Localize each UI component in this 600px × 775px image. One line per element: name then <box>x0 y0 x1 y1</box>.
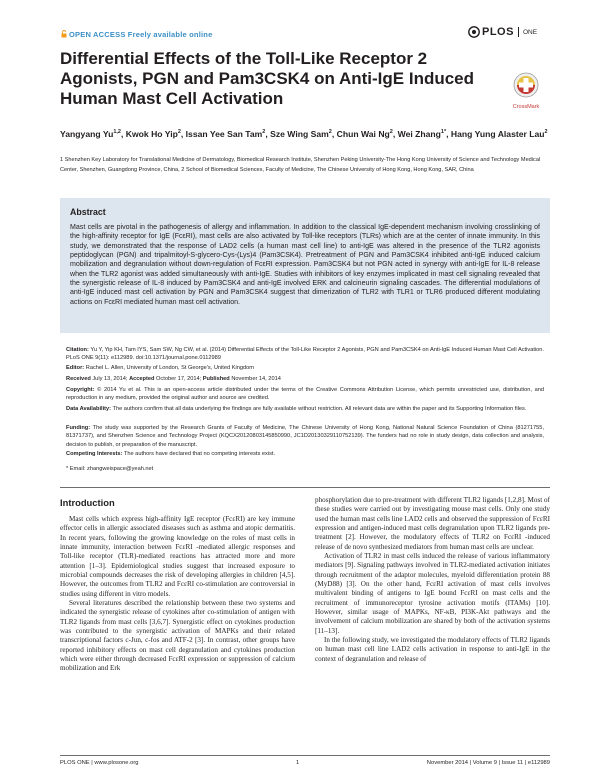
author-name: Yangyang Yu$^{1,2}$ <box>60 128 121 139</box>
author-affiliation-marker: 2 <box>389 129 393 135</box>
journal-logo <box>468 25 548 39</box>
paragraph: Activation of TLR2 in mast cells induced the release of various inflammatory mediators [9]. Signaling pathways involved in TLR2-mediated activation initiates through recruitment of the adaptor molecules, myeloid differentiation protein 88 (MyD88) [3]. On the other hand, FcεRI activation of mast cells involves multivalent binding of antigens to IgE bound FcεRI on mast cells and the recruitment of immunoreceptor tyrosine activation motifs (ITAMs) [10]. However, similar usage of MAPKs, NF-κB, PI3K-Akt pathways and the involvement of calcium mobilization are shared by both of the activation systems [11–13]. <box>315 551 550 635</box>
funding-line: Funding: The study was supported by the Research Grants of Faculty of Medicine, The Chinese University of Hong Kong, National Natural Science Foundation of China (81271755, 81371737), and Shenzhen Science and Technology Project (KQCX20120803145850990, JC1D20130329110752139). The funders had no role in study design, data collection and analysis, decision to publish, or preparation of the manuscript. <box>66 425 545 448</box>
plos-logo-icon <box>468 26 480 38</box>
abstract-heading: Abstract <box>70 207 106 217</box>
footer-issue: November 2014 | Volume 9 | Issue 11 | e112989 <box>426 760 550 766</box>
page-number: 1 <box>296 760 300 766</box>
author-affiliation-marker: 2 <box>328 129 332 135</box>
section-divider <box>60 487 550 488</box>
paragraph: Mast cells which express high-affinity IgE receptor (FcεRI) are key immune effector cells in allergic associated diseases such as asthma and atopic dermatitis. In recent years, following the growing knowledge on the roles of mast cells in innate immunity, interaction between FcεRI -mediated allergic responses and Toll-like receptor (TLR)-mediated reactions has attracted more and more attention [1–3]. Epidemiological studies suggest that increased exposure to microbial compounds decreases the risk of developing allergies in children [4,5]. However, the outcomes from TLR2 and FcεRI co-stimulation are controversial in studies using different in vitro models. <box>60 515 295 598</box>
open-access-banner <box>60 30 212 40</box>
right-column <box>315 496 550 664</box>
email-line[interactable]: * Email: zhangweispace@yeah.net <box>66 466 154 472</box>
author-list: Yangyang Yu$^{1,2}$, Kwok Ho Yip$^2$, Issan Yee San Tam$^2$, Sze Wing Sam$^2$, Chun Wai Ng$^2$, Wei Zhang$^{1*}$, Hang Yung Alaster Lau$^2$ <box>60 128 548 139</box>
author-name: Hang Yung Alaster Lau$^2$ <box>450 128 548 139</box>
crossmark-label: CrossMark <box>512 104 540 110</box>
crossmark-badge[interactable] <box>503 72 549 110</box>
crossmark-icon <box>513 72 539 98</box>
author-affiliation-marker: 2 <box>262 129 266 135</box>
author-affiliation-marker: 1* <box>440 129 447 135</box>
affiliations: 1 Shenzhen Key Laboratory for Translational Medicine of Dermatology, Biomedical Research Institute, Shenzhen Peking University-The Hong Kong University of Science and Technology Medical Center, Shenzhen, Guangdong Province, China, 2 School of Biomedical Sciences, Faculty of Medicine, The Chinese University of Hong Kong, Hong Kong, SAR, China <box>60 157 541 173</box>
paragraph: phosphorylation due to pre-treatment with different TLR2 ligands [1,2,8]. Most of these studies were carried out by investigating mouse mast cells. Only one study used the human mast cells line LAD2 cells and observed the suppression of FcεRI expression and antigen-induced mast cells degranulation upon TLR2 ligands pre-treatment [2]. However, the modulatory effects of TLR2 on FcεRI -induced release of de novo synthesized mediators from human mast cells are unclear. <box>315 496 550 551</box>
author-name: Chun Wai Ng$^2$ <box>336 128 393 139</box>
author-name: Wei Zhang$^{1*}$ <box>397 128 447 139</box>
author-name: Kwok Ho Yip$^2$ <box>125 128 181 139</box>
open-access-lock-icon <box>61 30 67 40</box>
citation-line: Citation: Yu Y, Yip KH, Tam IYS, Sam SW, Ng CW, et al. (2014) Differential Effects of the Toll-Like Receptor 2 Agonists, PGN and Pam3CSK4 on Anti-IgE Induced Human Mast Cell Activation. PLoS ONE 9(11): e112989. doi:10.1371/journal.pone.0112989 <box>66 347 544 362</box>
dates-line: Received July 13, 2014; Accepted October 17, 2014; Published November 14, 2014 <box>66 376 281 382</box>
author-affiliation-marker: 2 <box>544 129 548 135</box>
introduction-heading: Introduction <box>60 497 115 508</box>
author-affiliation-marker: 1,2 <box>113 129 121 135</box>
paragraph: Several literatures described the relationship between these two systems and indicated the synergistic release of cytokines after co-stimulation of antigen with TLR2 ligands from mast cells [3,6,7]. Synergistic effect on cytokines production was contributed to the synergistic activation of MAPKs and their related transcriptional factors c-Jun, c-fos and ATF-2 [3]. In contrast, other groups have reported inhibitory effects on mast cell degranulation and cytokines production which were either through decreased FcεRI expression or suppression of calcium mobilization and Erk <box>60 598 295 673</box>
paragraph: In the following study, we investigated the modulatory effects of TLR2 ligands on human mast cell line LAD2 cells activation in response to anti-IgE in the context of degranulation and release of <box>315 635 550 663</box>
footer-journal: PLOS ONE | www.plosone.org <box>60 760 139 766</box>
abstract-text: Mast cells are pivotal in the pathogenesis of allergy and inflammation. In addition to the classical IgE-dependent mechanism involving crosslinking of the high-affinity receptor for IgE (FcεRI), mast cells are also activated by Toll-like receptors (TLRs) which are at the center of innate immunity. In this study, we demonstrated that the response of LAD2 cells (a human mast cell line) to anti-IgE was altered in the presence of the TLR2 agonists peptidoglycan (PGN) and tripalmitoyl-S-glycero-Cys-(Lys)4 (Pam3CSK4). Pretreatment of PGN and Pam3CSK4 inhibited anti-IgE induced calcium mobilization and degranulation without down-regulation of FcεRI expression. Pam3CSK4 but not PGN acted in synergy with anti-IgE for IL-8 release when the TLR2 agonist was added simultaneously with anti-IgE. Studies with inhibitors of key enzymes implicated in mast cell signaling revealed that the synergistic release of IL-8 induced by Pam3CSK4 and anti-IgE involved ERK and calcineurin signaling cascades. The differential modulations of anti-IgE induced mast cell activation by PGN and Pam3CSK4 suggest that dimerization of TLR2 with TLR1 or TLR6 produced different modulating actions on FcεRI mediated human mast cell activation. <box>70 224 540 306</box>
footer-divider <box>60 755 550 756</box>
article-title: Differential Effects of the Toll-Like Receptor 2 Agonists, PGN and Pam3CSK4 on Anti-IgE Induced Human Mast Cell Activation <box>60 49 475 108</box>
author-affiliation-marker: 2 <box>177 129 181 135</box>
editor-line: Editor: Rachel L. Allen, University of London, St George's, United Kingdom <box>66 365 254 371</box>
author-name: Issan Yee San Tam$^2$ <box>185 128 266 139</box>
journal-logo-sub: ONE <box>522 28 538 36</box>
data-availability-line: Data Availability: The authors confirm that all data underlying the findings are fully available without restriction. All relevant data are within the paper and its Supporting Information files. <box>66 406 527 412</box>
author-name: Sze Wing Sam$^2$ <box>270 128 332 139</box>
open-access-text: OPEN ACCESS Freely available online <box>69 30 213 39</box>
left-column <box>60 515 295 674</box>
competing-interests-line: Competing Interests: The authors have declared that no competing interests exist. <box>66 451 276 457</box>
journal-logo-text: PLOS <box>482 26 514 38</box>
copyright-line: Copyright: © 2014 Yu et al. This is an open-access article distributed under the terms of the Creative Commons Attribution License, which permits unrestricted use, distribution, and reproduction in any medium, provided the original author and source are credited. <box>66 387 544 402</box>
